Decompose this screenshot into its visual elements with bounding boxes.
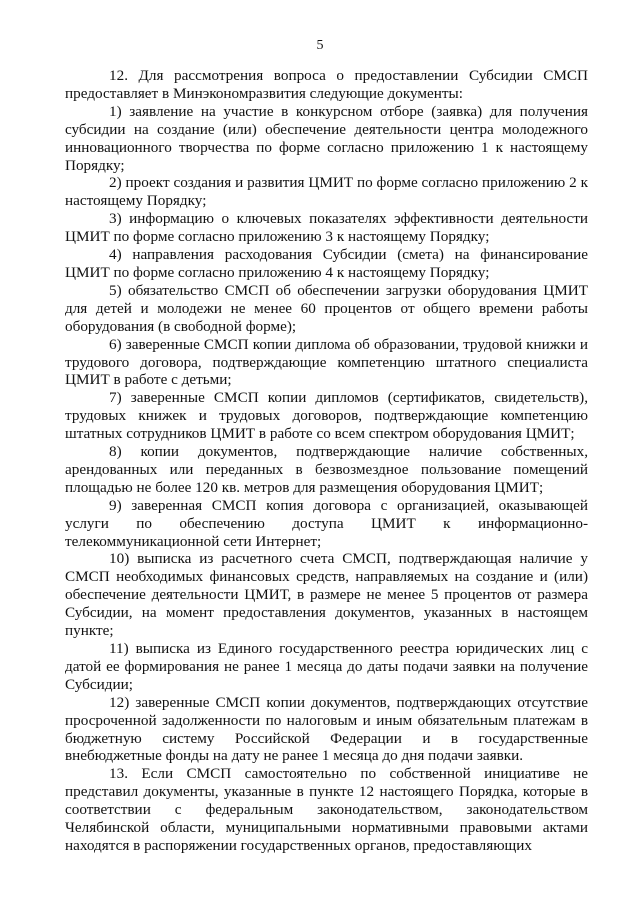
list-item-1: 1) заявление на участие в конкурсном отборе (заявка) для получения субсидии на создание (или) обеспечение деятельности центра молодежного инновационного творчества по форме согласно приложению 1 к настоящему Порядку; [65, 102, 588, 174]
list-item-10: 10) выписка из расчетного счета СМСП, подтверждающая наличие у СМСП необходимых финансовых средств, направляемых на создание и (или) обеспечение деятельности ЦМИТ, в размере не менее 5 процентов от размера Субсидии, на момент предоставления документов, указанных в настоящем пункте; [65, 550, 588, 640]
paragraph-item-12: 12. Для рассмотрения вопроса о предоставлении Субсидии СМСП предоставляет в Минэкономразвития следующие документы: [65, 67, 588, 102]
list-item-5: 5) обязательство СМСП об обеспечении загрузки оборудования ЦМИТ для детей и молодежи не менее 60 процентов от общего времени работы оборудования (в свободной форме); [65, 281, 588, 335]
list-item-4: 4) направления расходования Субсидии (смета) на финансирование ЦМИТ по форме согласно приложению 4 к настоящему Порядку; [65, 246, 588, 281]
list-item-12: 12) заверенные СМСП копии документов, подтверждающих отсутствие просроченной задолженности по налоговым и иным обязательным платежам в бюджетную систему Российской Федерации и в государственные внебюджетные фонды на дату не ранее 1 месяца до дня подачи заявки. [65, 693, 588, 765]
list-item-6: 6) заверенные СМСП копии диплома об образовании, трудовой книжки и трудового договора, подтверждающие компетенцию штатного специалиста ЦМИТ в работе с детьми; [65, 335, 588, 389]
list-item-7: 7) заверенные СМСП копии дипломов (сертификатов, свидетельств), трудовых книжек и трудовых договоров, подтверждающие компетенцию штатных сотрудников ЦМИТ в работе со всем спектром оборудования ЦМИТ; [65, 389, 588, 443]
list-item-9: 9) заверенная СМСП копия договора с организацией, оказывающей услуги по обеспечению доступа ЦМИТ к информационно-телекоммуникационной сети Интернет; [65, 496, 588, 550]
paragraph-item-13: 13. Если СМСП самостоятельно по собственной инициативе не представил документы, указанные в пункте 12 настоящего Порядка, которые в соответствии с федеральным законодательством, законодательством Челябинской области, муниципальными нормативными правовыми актами находятся в распоряжении государственных органов, предоставляющих [65, 765, 588, 854]
page-number: 5 [316, 38, 324, 53]
list-item-3: 3) информацию о ключевых показателях эффективности деятельности ЦМИТ по форме согласно приложению 3 к настоящему Порядку; [65, 210, 588, 246]
list-item-11: 11) выписка из Единого государственного реестра юридических лиц с датой ее формирования не ранее 1 месяца до даты подачи заявки на получение Субсидии; [65, 640, 588, 693]
list-item-8: 8) копии документов, подтверждающие наличие собственных, арендованных или переданных в безвозмездное пользование помещений площадью не более 120 кв. метров для размещения оборудования ЦМИТ; [65, 443, 588, 496]
list-item-2: 2) проект создания и развития ЦМИТ по форме согласно приложению 2 к настоящему Порядку; [65, 174, 588, 210]
document-body [65, 67, 588, 855]
